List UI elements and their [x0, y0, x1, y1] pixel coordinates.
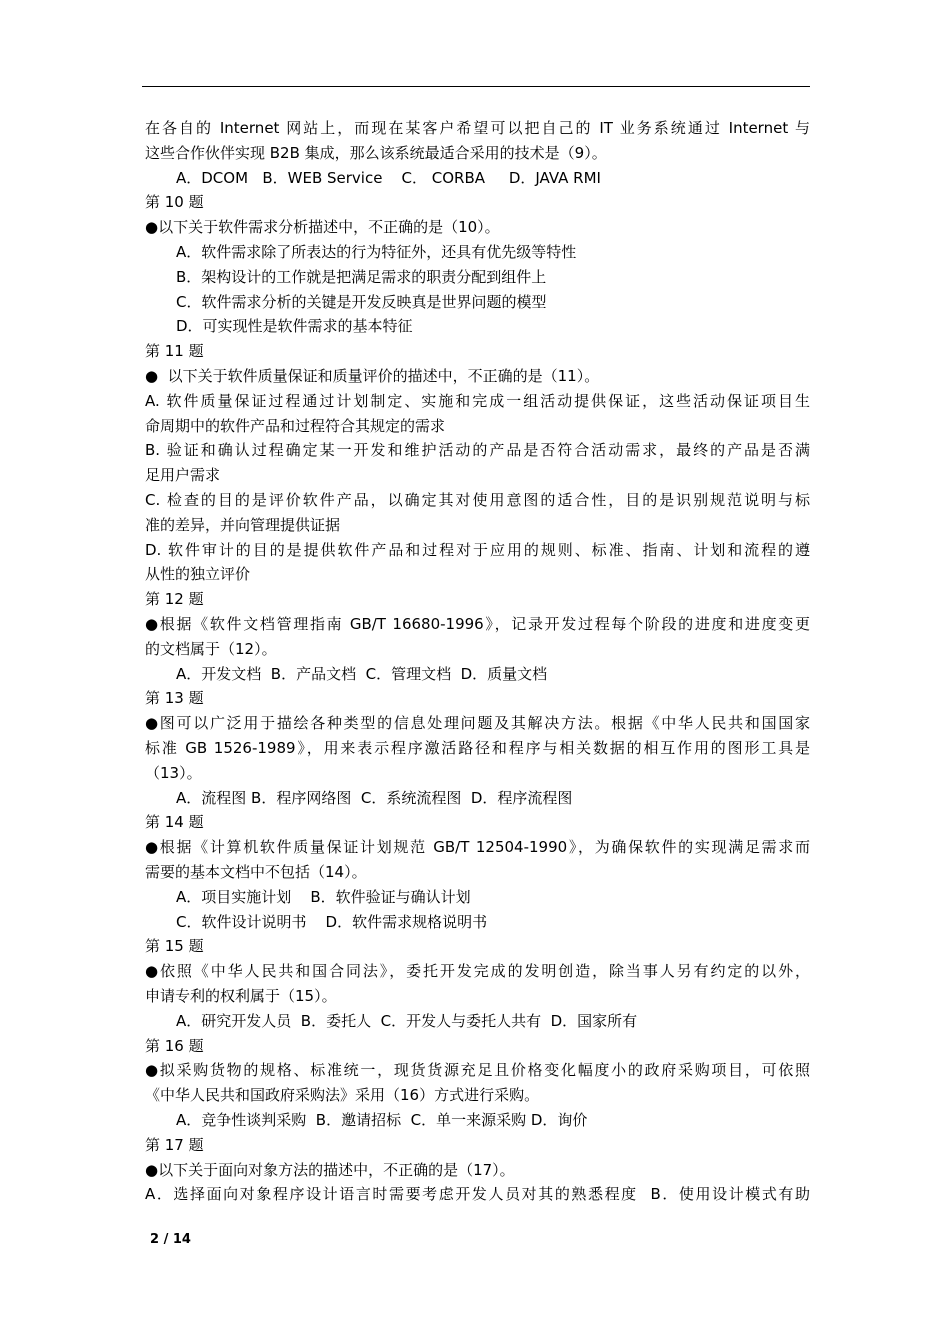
option-line: A．竞争性谈判采购 B．邀请招标 C．单一来源采购 D．询价	[176, 1111, 588, 1129]
option-line: 足用户需求	[145, 466, 221, 484]
text-line: A．DCOM B．WEB Service C． CORBA D．JAVA RMI	[176, 169, 601, 187]
question-text: ●根据《软件文档管理指南 GB/T 16680-1996》，记录开发过程每个阶段的进度和进度变更	[145, 615, 810, 633]
question-heading: 第 17 题	[145, 1136, 204, 1154]
question-text: 需要的基本文档中不包括（14）。	[145, 863, 367, 881]
option-line: D. 软件审计的目的是提供软件产品和过程对于应用的规则、标准、指南、计划和流程的遵	[145, 541, 810, 559]
question-text: 《中华人民共和国政府采购法》采用（16）方式进行采购。	[145, 1086, 540, 1104]
option-line: D．可实现性是软件需求的基本特征	[176, 317, 413, 335]
question-heading: 第 11 题	[145, 342, 204, 360]
text-line: 在各自的 Internet 网站上，而现在某客户希望可以把自己的 IT 业务系统通过 Internet 与	[145, 119, 810, 137]
option-line: A．流程图 B．程序网络图 C．系统流程图 D．程序流程图	[176, 789, 573, 807]
question-text: ●以下关于面向对象方法的描述中，不正确的是（17）。	[145, 1161, 515, 1179]
question-text: ●以下关于软件需求分析描述中，不正确的是（10）。	[145, 218, 500, 236]
question-text: 申请专利的权利属于（15）。	[145, 987, 337, 1005]
question-heading: 第 12 题	[145, 590, 204, 608]
option-line: C. 检查的目的是评价软件产品，以确定其对使用意图的适合性，目的是识别规范说明与标	[145, 491, 810, 509]
option-line: C．软件设计说明书 D．软件需求规格说明书	[176, 913, 488, 931]
option-line: B. 验证和确认过程确定某一开发和维护活动的产品是否符合活动需求，最终的产品是否满	[145, 441, 810, 459]
question-text: 的文档属于（12）。	[145, 640, 277, 658]
option-line: 准的差异，并向管理提供证据	[145, 516, 341, 534]
question-heading: 第 16 题	[145, 1037, 204, 1055]
option-line: A．开发文档 B．产品文档 C．管理文档 D．质量文档	[176, 665, 548, 683]
question-heading: 第 14 题	[145, 813, 204, 831]
option-line: A．研究开发人员 B．委托人 C．开发人与委托人共有 D．国家所有	[176, 1012, 638, 1030]
option-line: A．软件需求除了所表达的行为特征外，还具有优先级等特性	[176, 243, 577, 261]
question-heading: 第 13 题	[145, 689, 204, 707]
page-number: 2 / 14	[150, 1232, 191, 1247]
question-text: ● 以下关于软件质量保证和质量评价的描述中，不正确的是（11）。	[145, 367, 600, 385]
text-line: 这些合作伙伴实现 B2B 集成，那么该系统最适合采用的技术是（9）。	[145, 144, 607, 162]
question-text: ●图可以广泛用于描绘各种类型的信息处理问题及其解决方法。根据《中华人民共和国国家	[145, 714, 810, 732]
option-line: A．项目实施计划 B．软件验证与确认计划	[176, 888, 471, 906]
question-text: ●依照《中华人民共和国合同法》，委托开发完成的发明创造，除当事人另有约定的以外，	[145, 962, 810, 980]
question-text: ●根据《计算机软件质量保证计划规范 GB/T 12504-1990》，为确保软件的实现满足需求而	[145, 838, 810, 856]
option-line: C．软件需求分析的关键是开发反映真是世界问题的模型	[176, 293, 547, 311]
question-text: ●拟采购货物的规格、标准统一，现货货源充足且价格变化幅度小的政府采购项目，可依照	[145, 1061, 810, 1079]
option-line: B．架构设计的工作就是把满足需求的职责分配到组件上	[176, 268, 547, 286]
option-line: A. 软件质量保证过程通过计划制定、实施和完成一组活动提供保证，这些活动保证项目生	[145, 392, 810, 410]
option-line: A．选择面向对象程序设计语言时需要考虑开发人员对其的熟悉程度 B．使用设计模式有助	[145, 1185, 810, 1203]
question-heading: 第 10 题	[145, 193, 204, 211]
question-heading: 第 15 题	[145, 937, 204, 955]
option-line: 从性的独立评价	[145, 565, 251, 583]
question-text: 标准 GB 1526-1989》，用来表示程序激活路径和程序与相关数据的相互作用的图形工具是	[145, 739, 810, 757]
question-text: （13）。	[145, 764, 202, 782]
header-rule	[142, 86, 810, 87]
option-line: 命周期中的软件产品和过程符合其规定的需求	[145, 417, 446, 435]
